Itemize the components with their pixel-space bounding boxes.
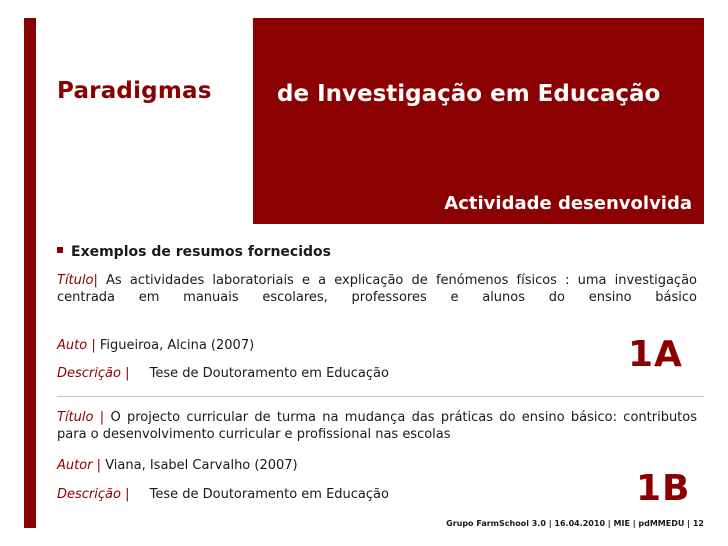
slide-footer: Grupo FarmSchool 3.0 | 16.04.2010 | MIE | pdMMEDU | 12: [446, 519, 704, 528]
bullet-item: [57, 244, 331, 260]
item2-title-text: O projecto curricular de turma na mudança das práticas do ensino básico: contributos para o desenvolvimento curricular e profissional nas escolas: [57, 410, 698, 442]
item1-description-label: Descrição |: [57, 366, 130, 381]
item1-title-text: As actividades laboratoriais e a explicação de fenómenos físicos : uma investigação centrada em manuais escolares, professores e alunos do ensino básico: [57, 273, 697, 305]
bullet-square-icon: [57, 247, 63, 253]
item1-author-label: Auto |: [57, 338, 96, 353]
separator-line: [57, 396, 704, 397]
item2-description-label: Descrição |: [57, 487, 130, 502]
item1-description-line: [57, 366, 389, 381]
item2-title-paragraph: [57, 409, 697, 443]
item1-description-text: Tese de Doutoramento em Educação: [149, 366, 389, 381]
title-left: Paradigmas: [57, 78, 212, 104]
badge-1b: 1B: [636, 468, 691, 509]
bullet-text: Exemplos de resumos fornecidos: [71, 244, 331, 260]
item2-description-line: [57, 487, 389, 502]
item1-title-paragraph: [57, 272, 697, 306]
item2-author-label: Autor |: [57, 458, 102, 473]
item1-author-text: Figueiroa, Alcina (2007): [99, 338, 255, 353]
left-accent-bar: [24, 18, 36, 528]
item2-author-line: [57, 458, 298, 473]
subtitle: Actividade desenvolvida: [444, 193, 692, 214]
title-right: de Investigação em Educação: [277, 81, 661, 107]
item1-title-label: Título|: [57, 273, 98, 288]
item1-author-line: [57, 338, 254, 353]
item2-author-text: Viana, Isabel Carvalho (2007): [105, 458, 298, 473]
badge-1a: 1A: [628, 334, 683, 375]
item2-description-text: Tese de Doutoramento em Educação: [149, 487, 389, 502]
item2-title-label: Título |: [57, 410, 105, 425]
